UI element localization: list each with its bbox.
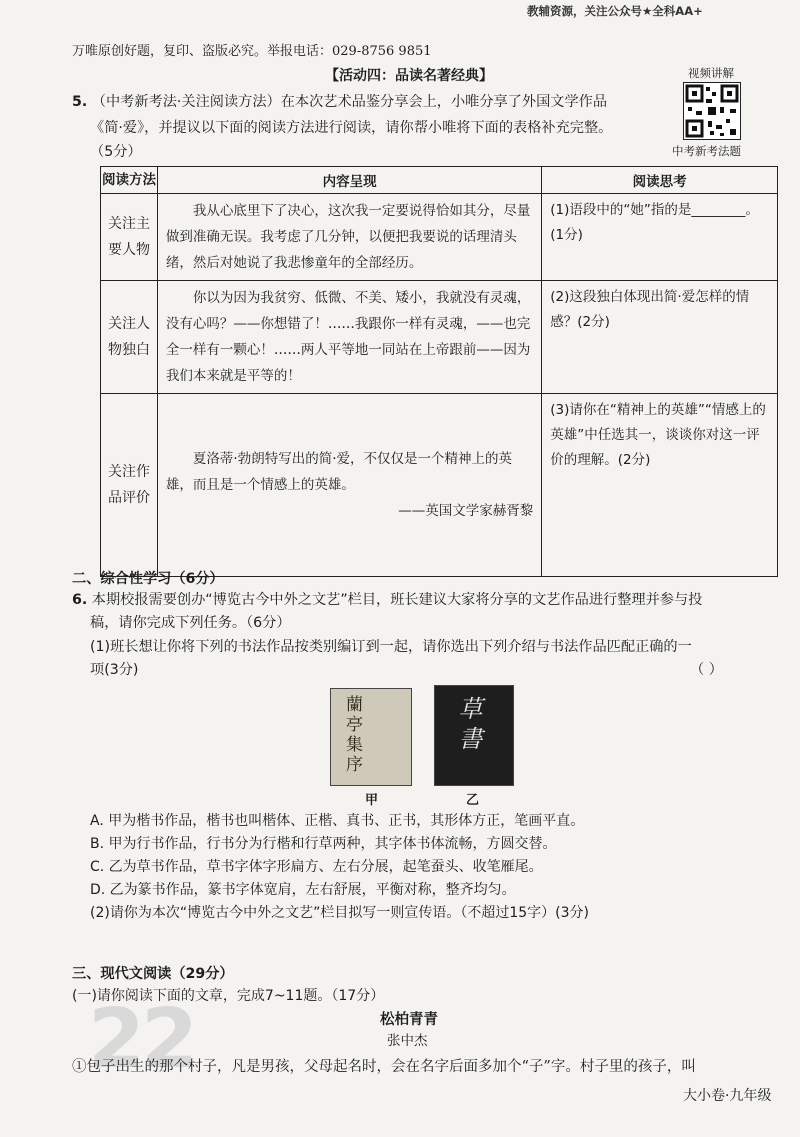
question-6-sub1-line2: 项(3分) [90, 662, 139, 678]
caption-yi: 乙 [466, 793, 480, 808]
copyright-notice: 万唯原创好题，复印、盗版必究。举报电话：029-8756 9851 [72, 44, 432, 59]
footer-label: 大小卷·九年级 [683, 1088, 772, 1104]
qr-sublabel: 中考新考法题 [672, 144, 741, 158]
section-2-title: 二、综合性学习（6分） [72, 571, 224, 587]
question-number: 6. [72, 592, 88, 608]
question-5-line1 [72, 92, 607, 112]
section-3-subtitle: (一)请你阅读下面的文章，完成7~11题。（17分） [72, 988, 385, 1004]
header-content: 内容呈现 [157, 167, 541, 194]
question-6-text: 本期校报需要创办“博览古今中外之文艺”栏目，班长建议大家将分享的文艺作品进行整理并参与投 [91, 592, 703, 608]
qr-label: 视频讲解 [688, 66, 734, 80]
activity-title: 【活动四：品读名著经典】 [325, 68, 493, 84]
option-b[interactable]: B. 甲为行书作品，行书分为行楷和行草两种，其字体书体流畅，方圆交替。 [90, 836, 557, 852]
question-6-line1 [72, 590, 702, 610]
row-content-text: 我从心底里下了决心，这次我一定要说得恰如其分，尽量做到准确无误。我考虑了几分钟，以便把我要说的话理清头绪，然后对她说了我悲惨童年的全部经历。 [165, 203, 531, 271]
header-method: 阅读方法 [101, 167, 158, 194]
question-6-sub1-line1: (1)班长想让你将下列的书法作品按类别编订到一起，请你选出下列介绍与书法作品匹配正确的一 [90, 639, 692, 655]
row-content [157, 281, 541, 394]
calligraphy-yi-text: 草書 [454, 696, 482, 756]
row-content-source: ——英国文学家赫胥黎 [398, 503, 534, 519]
section-3-title: 三、现代文阅读（29分） [72, 966, 234, 982]
option-d[interactable]: D. 乙为篆书作品，篆书字体宽肩，左右舒展，平衡对称，整齐均匀。 [90, 882, 516, 898]
row-method: 关注人物独白 [101, 281, 158, 394]
row-think[interactable]: (3)请你在“精神上的英雄”“情感上的英雄”中任选其一，谈谈你对这一评价的理解。(2分) [542, 394, 778, 577]
reading-method-table [100, 166, 778, 577]
watermark-header: 教辅资源，关注公众号★全科AA+ [527, 4, 703, 18]
row-think[interactable]: (2)这段独白体现出简·爱怎样的情感？(2分) [542, 281, 778, 394]
option-a[interactable]: A. 甲为楷书作品，楷书也叫楷体、正楷、真书、正书，其形体方正，笔画平直。 [90, 813, 585, 829]
caption-jia: 甲 [365, 793, 379, 808]
calligraphy-jia-text: 蘭亭集序 [342, 695, 362, 775]
table-row [101, 394, 778, 577]
row-content-text: 你以为因为我贫穷、低微、不美、矮小，我就没有灵魂，没有心吗？——你想错了！……我跟你一样有灵魂，——也完全一样有一颗心！……两人平等地一同站在上帝跟前——因为我们本来就是平等的！ [165, 290, 531, 384]
row-method: 关注作品评价 [101, 394, 158, 577]
question-5-line2: 《简·爱》，并提议以下面的阅读方法进行阅读，请你帮小唯将下面的表格补充完整。 [90, 120, 613, 136]
article-paragraph-1: ①包子出生的那个村子，凡是男孩，父母起名时，会在名字后面多加个“子”字。村子里的孩子，叫 [72, 1059, 696, 1075]
table-row [101, 281, 778, 394]
question-6-sub2: (2)请你为本次“博览古今中外之文艺”栏目拟写一则宣传语。（不超过15字）(3分) [90, 905, 589, 921]
table-row [101, 194, 778, 281]
question-number: 5. [72, 94, 88, 110]
article-author: 张中杰 [387, 1033, 428, 1049]
row-content [157, 394, 541, 577]
row-method: 关注主要人物 [101, 194, 158, 281]
question-6-line2: 稿，请你完成下列任务。（6分） [90, 615, 291, 631]
article-title: 松柏青青 [380, 1011, 438, 1028]
option-c[interactable]: C. 乙为草书作品，草书字体字形扁方、左右分展，起笔蚕头、收笔雁尾。 [90, 859, 543, 875]
row-think[interactable]: (1)语段中的“她”指的是________。(1分) [542, 194, 778, 281]
row-content-text: 夏洛蒂·勃朗特写出的简·爱，不仅仅是一个精神上的英雄，而且是一个情感上的英雄。 [165, 451, 512, 493]
row-content [157, 194, 541, 281]
answer-paren[interactable]: （ ） [690, 662, 723, 678]
calligraphy-yi-image [434, 685, 514, 786]
qr-code-icon[interactable] [683, 82, 741, 140]
table-header-row [101, 167, 778, 194]
page-number: 22 [88, 992, 195, 1087]
question-5-text: （中考新考法·关注阅读方法）在本次艺术品鉴分享会上，小唯分享了外国文学作品 [91, 94, 608, 110]
question-5-score: （5分） [90, 144, 142, 160]
calligraphy-jia-image [330, 688, 412, 786]
header-think: 阅读思考 [542, 167, 778, 194]
